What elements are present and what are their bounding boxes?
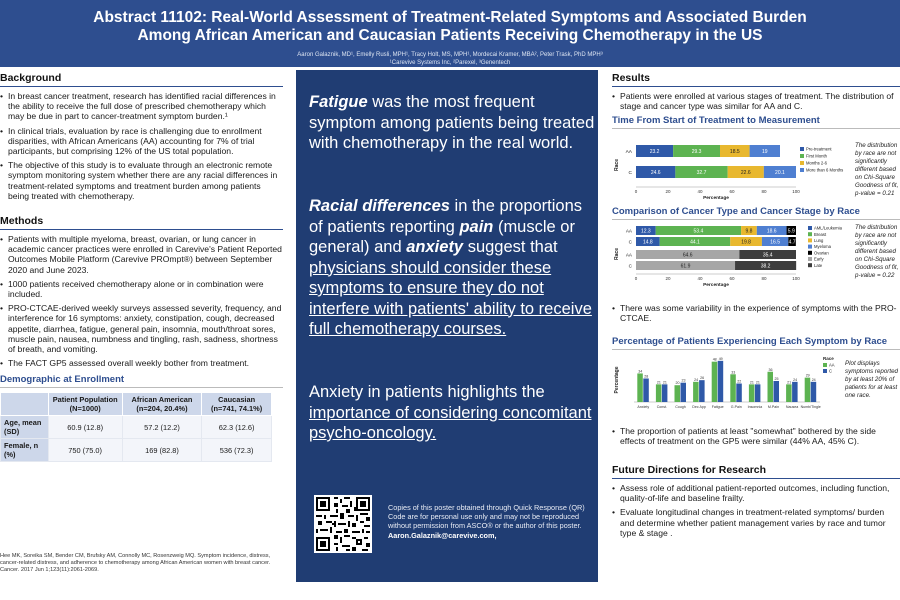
c1-x-tick-label: 80 bbox=[761, 189, 767, 194]
chart2-title: Comparison of Cancer Type and Cancer Stage by Race bbox=[612, 206, 900, 220]
c1-legend-entry: First Month bbox=[806, 153, 827, 159]
c1-x-axis-label: Percentage bbox=[703, 196, 729, 201]
future-bullet: • Evaluate longitudinal changes in treatment-related symptoms/ burden and determine whether patient management varies by race and tumor type & stage . bbox=[612, 507, 900, 538]
c3-x-tick-label: G.Pain bbox=[730, 405, 742, 409]
c2-legend-entry: Breast bbox=[814, 231, 827, 237]
chart1-title: Time From Start of Treatment to Measurement bbox=[612, 115, 900, 129]
table-cell: 60.9 (12.8) bbox=[48, 416, 122, 439]
table-row-label: Age, mean (SD) bbox=[1, 416, 49, 439]
table-header-cell: African American (n=204, 20.4%) bbox=[122, 393, 202, 416]
c3-bar bbox=[792, 382, 798, 402]
results-bullet: • There was some variability in the experience of symptoms with the PRO-CTCAE. bbox=[612, 303, 900, 323]
emphasis-racial-differences: Racial differences bbox=[309, 197, 450, 215]
table-cell: 57.2 (12.2) bbox=[122, 416, 202, 439]
finding-fatigue bbox=[309, 92, 595, 154]
chart2-note: The distribution by race are not significantly different based on Chi-Square Goodness of fit, p-value = 0.22 bbox=[855, 224, 899, 279]
c1-data-label: 32.7 bbox=[696, 170, 707, 176]
methods-bullet: • 1000 patients received chemotherapy alone or in combination were included. bbox=[0, 279, 283, 299]
c3-bar bbox=[749, 384, 755, 402]
table-header-cell bbox=[1, 393, 49, 416]
reference: Hee MK, Soreika SM, Bender CM, Brufsky AM, Connolly MC, Rosenzweig MQ. Symptom incidence, distress, cancer-related distress, and adherence to chemotherapy among African American women with breast cancer. Cancer. 2017 Jun 1;123(11):2061-2069. bbox=[0, 553, 271, 573]
c2-legend-swatch bbox=[808, 232, 812, 236]
methods-bullet: • PRO-CTCAE-derived weekly surveys assessed severity, frequency, and interference for 16 symptoms: anxiety, constipation, cough, decreased appetite, diarrhea, fatigue, general pain, insomnia, mouth/throat sores, muscle pain, nausea, numbness and tingling, rash, sadness, shortness of breath, and vomiting. bbox=[0, 303, 283, 354]
c3-bar bbox=[656, 384, 662, 402]
author-block bbox=[0, 51, 900, 67]
c2-data-label: 38.2 bbox=[760, 263, 771, 270]
c2-legend-swatch bbox=[808, 238, 812, 242]
c1-data-label: 24.6 bbox=[650, 170, 661, 176]
finding-text: in the proportions of patients reporting bbox=[309, 197, 583, 236]
c3-data-label: 36 bbox=[768, 367, 773, 372]
c3-bar bbox=[681, 383, 687, 402]
c3-data-label: 48 bbox=[712, 357, 717, 362]
poster-header bbox=[0, 0, 900, 67]
qr-disclaimer-text: Copies of this poster obtained through Quick Response (QR) Code are for personal use only and may not be reproduced without permission from ASCO® or the author of this poster. bbox=[388, 503, 585, 531]
c3-legend-swatch bbox=[823, 363, 827, 367]
c3-x-tick-label: Const. bbox=[656, 405, 668, 409]
table-row bbox=[1, 416, 272, 439]
c3-x-tick-label: M.Pain bbox=[767, 405, 780, 409]
c1-legend-entry: Pre-treatment bbox=[806, 146, 832, 152]
qr-code-icon[interactable] bbox=[314, 495, 372, 553]
c3-data-label: 21 bbox=[787, 380, 792, 385]
c3-data-label: 21 bbox=[656, 380, 661, 385]
c2-data-label: 4.7 bbox=[788, 239, 796, 246]
c3-bar bbox=[768, 372, 774, 402]
title-line-2: Among African American and Caucasian Patients Receiving Chemotherapy in the US bbox=[137, 27, 763, 44]
c3-bar bbox=[693, 382, 699, 402]
methods-bullet: • The FACT GP5 assessed overall weekly bother from treatment. bbox=[0, 358, 283, 368]
c2-category-label: C bbox=[628, 239, 632, 245]
demographic-table bbox=[0, 392, 272, 462]
c3-data-label: 24 bbox=[694, 377, 699, 382]
c2-category-label: AA bbox=[625, 252, 632, 258]
demographic-section bbox=[0, 374, 283, 462]
c2-legend-entry: Myeloma bbox=[814, 244, 831, 250]
c1-legend-entry: More than 6 Months bbox=[806, 167, 844, 173]
c2-x-tick-label: 0 bbox=[634, 276, 638, 281]
emphasis-pain: pain bbox=[459, 217, 494, 236]
c2-data-label: 64.6 bbox=[682, 252, 693, 259]
underlined-recommendation: physicians should consider these symptoms to ensure they do not interfere with patients' ability to receive full chemotherapy courses. bbox=[309, 258, 592, 338]
c3-bar bbox=[805, 378, 811, 402]
emphasis-fatigue: Fatigue bbox=[309, 93, 368, 111]
table-header-row bbox=[1, 393, 272, 416]
c3-data-label: 24 bbox=[793, 377, 798, 382]
c2-data-label: 9.8 bbox=[745, 228, 753, 235]
c2-data-label: 5.9 bbox=[787, 228, 795, 235]
c3-x-tick-label: Fatigue bbox=[711, 405, 724, 409]
c2-category-label: AA bbox=[625, 228, 632, 234]
methods-section bbox=[0, 215, 283, 368]
c3-bar bbox=[637, 373, 643, 402]
c1-category-label: C bbox=[628, 171, 632, 176]
c3-data-label: 21 bbox=[755, 380, 760, 385]
c2-data-label: 44.1 bbox=[690, 239, 700, 246]
c1-x-tick-label: 0 bbox=[634, 189, 638, 194]
methods-heading: Methods bbox=[0, 215, 283, 230]
poster-title bbox=[0, 0, 900, 45]
results-list-3 bbox=[612, 426, 900, 450]
c2-x-tick-label: 100 bbox=[792, 276, 800, 281]
future-bullet: • Assess role of additional patient-reported outcomes, including function, quality-of-life and baseline frailty. bbox=[612, 483, 900, 503]
c3-x-tick-label: Cough bbox=[675, 405, 686, 409]
c2-legend-swatch bbox=[808, 251, 812, 255]
c3-bar bbox=[699, 380, 705, 402]
c2-x-tick-label: 20 bbox=[665, 276, 671, 281]
table-cell: 169 (82.8) bbox=[122, 439, 202, 462]
c3-bar bbox=[736, 384, 742, 402]
c2-data-label: 35.4 bbox=[762, 252, 773, 259]
c1-data-label: 18.5 bbox=[729, 149, 740, 155]
c2-data-label: 12.3 bbox=[640, 228, 651, 235]
c3-bar bbox=[774, 381, 780, 402]
c2-data-label: 16.5 bbox=[770, 239, 780, 246]
results-list-2 bbox=[612, 303, 900, 327]
table-header-cell: Caucasian (n=741, 74.1%) bbox=[202, 393, 272, 416]
c3-y-axis-label: Percentage bbox=[614, 366, 620, 394]
c3-bar bbox=[730, 374, 736, 402]
c2-data-label: 18.6 bbox=[766, 228, 777, 235]
emphasis-anxiety: anxiety bbox=[406, 238, 464, 256]
finding-text: Anxiety in patients highlights the bbox=[309, 383, 545, 401]
c3-data-label: 21 bbox=[662, 380, 667, 385]
c3-bar bbox=[675, 385, 681, 402]
c1-x-tick-label: 60 bbox=[729, 189, 735, 194]
chart3-note: Plot displays symptoms reported by at least 20% of patients for at least one race. bbox=[845, 360, 898, 399]
c3-bar bbox=[662, 384, 668, 402]
c3-x-tick-label: Dec App bbox=[692, 405, 706, 409]
c3-legend-title: Race bbox=[823, 356, 834, 361]
c1-legend-swatch bbox=[800, 154, 804, 158]
c1-x-tick-label: 20 bbox=[665, 189, 671, 194]
authors: Aaron Galaznik, MD¹, Emelly Rusli, MPH¹, Tracy Holt, MS, MPH¹, Mordecai Kramer, MBA², Peter Trask, PhD MPH³ bbox=[297, 52, 603, 58]
c3-data-label: 23 bbox=[681, 378, 686, 383]
background-heading: Background bbox=[0, 72, 283, 87]
c1-x-tick-label: 100 bbox=[792, 189, 800, 194]
c2-legend-swatch bbox=[808, 263, 812, 267]
c1-legend-swatch bbox=[800, 168, 804, 172]
c3-data-label: 28 bbox=[644, 374, 649, 379]
results-heading: Results bbox=[612, 72, 900, 87]
chart3-title: Percentage of Patients Experiencing Each Symptom by Race bbox=[612, 336, 900, 350]
c2-legend-swatch bbox=[808, 226, 812, 230]
c3-data-label: 34 bbox=[638, 369, 643, 374]
qr-disclaimer bbox=[388, 503, 588, 540]
table-header-cell: Patient Population (N=1000) bbox=[48, 393, 122, 416]
chart1-note: The distribution by race are not significantly different based on Chi-Square Goodness of fit, p-value = 0.21 bbox=[855, 142, 899, 197]
finding-racial-differences bbox=[309, 196, 595, 340]
c3-x-tick-label: Anxiety bbox=[637, 405, 650, 409]
c2-legend-swatch bbox=[808, 257, 812, 261]
c2-x-tick-label: 60 bbox=[729, 276, 735, 281]
contact-email[interactable]: Aaron.Galaznik@carevive.com, bbox=[388, 530, 497, 540]
c3-data-label: 26 bbox=[700, 376, 705, 381]
c2-x-tick-label: 80 bbox=[761, 276, 767, 281]
c3-data-label: 49 bbox=[718, 356, 723, 361]
c2-data-label: 53.4 bbox=[693, 228, 704, 235]
c3-bar bbox=[643, 378, 649, 402]
results-list-1 bbox=[612, 91, 900, 111]
table-cell: 536 (72.3) bbox=[202, 439, 272, 462]
finding-anxiety bbox=[309, 382, 595, 444]
c2-legend-entry: Late bbox=[814, 262, 823, 268]
left-column bbox=[0, 72, 283, 600]
c1-y-axis-label: Race bbox=[614, 159, 620, 171]
c2-data-label: 19.8 bbox=[741, 239, 751, 246]
c2-x-tick-label: 40 bbox=[697, 276, 703, 281]
c3-legend-swatch bbox=[823, 369, 827, 373]
c3-data-label: 24 bbox=[811, 377, 816, 382]
c1-data-label: 23.2 bbox=[649, 149, 660, 155]
c3-data-label: 29 bbox=[805, 373, 810, 378]
table-cell: 750 (75.0) bbox=[48, 439, 122, 462]
right-column bbox=[612, 72, 900, 600]
c2-data-label: 14.8 bbox=[642, 239, 653, 246]
affiliations: ¹Carevive Systems Inc, ²Parexel, ³Genentech bbox=[389, 60, 511, 66]
c2-legend-entry: Early bbox=[814, 256, 824, 262]
c3-x-tick-label: Nausea bbox=[785, 405, 799, 409]
c2-x-axis-label: Percentage bbox=[703, 283, 729, 288]
c1-legend-swatch bbox=[800, 147, 804, 151]
c1-category-label: AA bbox=[625, 150, 632, 155]
c3-data-label: 22 bbox=[737, 379, 742, 384]
results-bullet: • Patients were enrolled at various stages of treatment. The distribution of stage and cancer type was similar for AA and C. bbox=[612, 91, 900, 111]
c1-legend-swatch bbox=[800, 161, 804, 165]
methods-list bbox=[0, 234, 283, 368]
c1-data-label: 29.3 bbox=[691, 149, 702, 155]
c1-legend-entry: Months 2-6 bbox=[806, 160, 827, 166]
c2-legend-swatch bbox=[808, 245, 812, 249]
finding-text: was the most frequent symptom among patients being treated with chemotherapy in the real world. bbox=[309, 93, 595, 152]
background-bullet: • In breast cancer treatment, research has identified racial differences in the ability to receive the full dose of prescribed chemotherapy which may be due in part to cancer-treatment symptom burden.¹ bbox=[0, 91, 283, 122]
future-list bbox=[612, 483, 900, 538]
table-cell: 62.3 (12.6) bbox=[202, 416, 272, 439]
background-bullet: • In clinical trials, evaluation by race is challenging due to enrollment disparities, with African Americans (AA) accounting for 7% of trial participants, but comprising 12% of the US total population. bbox=[0, 126, 283, 157]
c3-legend-entry: C bbox=[829, 368, 833, 374]
c3-bar bbox=[811, 382, 817, 402]
c2-legend-entry: AML/Leukemia bbox=[814, 225, 842, 231]
c2-data-label: 61.9 bbox=[680, 263, 691, 270]
methods-bullet: • Patients with multiple myeloma, breast, ovarian, or lung cancer in academic cancer practices were enrolled in Carevive's Patient Reported Outcomes Mobile Platform (Carevive PROmpt®) between September 2020 and June 2023. bbox=[0, 234, 283, 275]
c1-data-label: 19 bbox=[762, 149, 768, 155]
c1-data-label: 22.6 bbox=[740, 170, 751, 176]
c2-legend-entry: Ovarian bbox=[814, 250, 829, 256]
table-row bbox=[1, 439, 272, 462]
results-bullet: • The proportion of patients at least "somewhat" bothered by the side effects of treatment on the GP5 were similar (44% AA, 45% C). bbox=[612, 426, 900, 446]
key-findings-panel bbox=[296, 70, 598, 582]
finding-text: suggest that bbox=[463, 238, 558, 256]
finding-text: (muscle or general) and bbox=[309, 217, 575, 256]
c1-data-label: 20.1 bbox=[775, 170, 785, 176]
future-heading: Future Directions for Research bbox=[612, 464, 900, 479]
c3-data-label: 20 bbox=[675, 381, 680, 386]
demographic-heading: Demographic at Enrollment bbox=[0, 374, 283, 388]
c3-bar bbox=[718, 361, 724, 402]
c2-y-axis-label: Race bbox=[614, 248, 620, 260]
c3-bar bbox=[712, 362, 718, 402]
background-bullet: • The objective of this study is to evaluate through an electronic remote symptom monitoring system whether there are any racial differences in treatment-related symptoms and treatment burden among patients being treated with chemotherapy. bbox=[0, 160, 283, 201]
c2-category-label: C bbox=[628, 263, 632, 269]
future-section bbox=[612, 464, 900, 542]
background-list bbox=[0, 91, 283, 201]
c3-data-label: 33 bbox=[731, 370, 736, 375]
c3-data-label: 25 bbox=[774, 377, 779, 381]
c2-legend-entry: Lung bbox=[814, 238, 824, 243]
underlined-psycho-oncology: importance of considering concomitant psycho-oncology. bbox=[309, 403, 592, 442]
c3-x-tick-label: Numb/Tingle bbox=[800, 405, 821, 409]
c3-bar bbox=[786, 384, 792, 402]
c3-x-tick-label: Insomnia bbox=[747, 405, 763, 409]
background-section bbox=[0, 72, 283, 201]
table-row-label: Female, n (%) bbox=[1, 439, 49, 462]
c3-data-label: 21 bbox=[749, 380, 754, 385]
c3-legend-entry: AA bbox=[829, 362, 835, 368]
c3-bar bbox=[755, 384, 761, 402]
title-line-1: Abstract 11102: Real-World Assessment of Treatment-Related Symptoms and Associated Burden bbox=[93, 9, 807, 26]
c1-x-tick-label: 40 bbox=[697, 189, 703, 194]
